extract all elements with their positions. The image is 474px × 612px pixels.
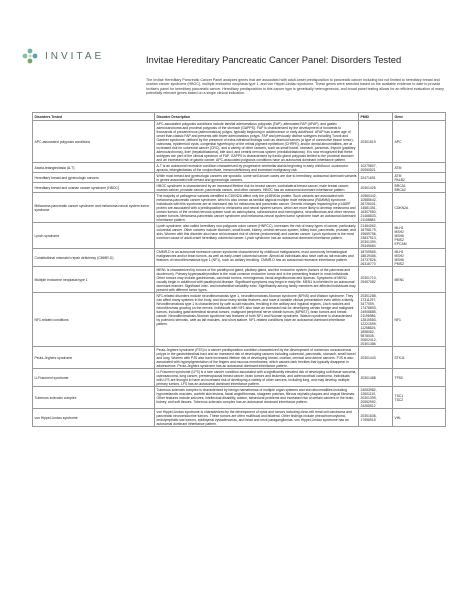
- description-cell: A-T is an autosomal recessive condition characterized by progressive cerebellar ataxia beginning in early childhood, oculomotor apraxia, telangiectasias of the conjunctivae, immunodeficiency and increased malignancy risk.: [155, 163, 359, 173]
- disorder-cell: APC-associated polyposis conditions: [33, 121, 155, 163]
- brand-name: INVITAE: [45, 50, 105, 62]
- gene-cell: MLH1 MSH2 MSH6 PMS2: [393, 249, 446, 267]
- description-cell: Lynch syndrome, also called hereditary non-polyposis colon cancer (HNPCC), increases the risk of many types of cancer, particularly colorectal cancer. Other cancers include stomach, small bowel, kidney, central nervous system, biliary tract, pancreatic, prostate, and skin. Women with this disorder also have an increased risk of uterine (endometrial) and ovarian cancer. Lynch syndrome is the most common cause of adult-onset hereditary colorectal cancer. Lynch syndrome has an autosomal dominant inheritance pattern.: [155, 223, 359, 249]
- description-cell: Tuberous sclerosis complex is characterized by benign hamartomas of multiple organ systems and skin abnormalities including hypomelanotic macules, confetti skin lesions, facial angiofibromas, shagreen patches, fibrous cephalic plaques and ungual fibromas. Other features include seizures, intellectual disability, autism, behavioral problems and increased risk of certain cancers in the brain, kidney, and soft tissues. Tuberous sclerosis complex has an autosomal dominant inheritance pattern.: [155, 387, 359, 409]
- gene-cell: ATM: [393, 163, 446, 173]
- gene-cell: MLH1 MSH2 MSH6 PMS2 EPCAM: [393, 223, 446, 249]
- pmid-cell: 20301636, 17596915: [359, 409, 393, 427]
- description-cell: CMMR-D is an autosomal recessive cancer syndrome characterized by childhood malignancies, most commonly hematological malignancies and/or brain tumors, as well as early-onset colorectal cancer. Almost all individuals also have café au lait macules and features of neurofibromatosis type 1 (NF1), such as axillary freckling. CMMR-D has an autosomal recessive inheritance pattern.: [155, 249, 359, 267]
- invitae-logo-icon: [20, 46, 40, 66]
- table-row: [33, 347, 446, 369]
- disorder-cell: Peutz-Jeghers syndrome: [33, 347, 155, 369]
- description-cell: Li-Fraumeni syndrome (LFS) is a rare cancer condition associated with a significantly elevated risk of developing soft tissue sarcoma, osteosarcoma, lung cancer, premenopausal breast cancer, brain tumors and leukemia, and adrenocortical carcinoma. Individuals with LFS are thought to have an increased risk of developing a variety of other cancers, including lung, and may develop multiple primary tumors. LFS has an autosomal dominant inheritance pattern.: [155, 369, 359, 387]
- gene-cell: MEN1: [393, 267, 446, 293]
- table-row: [33, 387, 446, 409]
- disorder-cell: Tuberous sclerosis complex: [33, 387, 155, 409]
- disorder-cell: Melanoma-pancreatic cancer syndrome and melanoma-neural system tumor syndrome: [33, 193, 155, 223]
- pmid-cell: 20301488: [359, 369, 393, 387]
- pmid-cell: 10279807, 20050521: [359, 163, 393, 173]
- description-cell: von Hippel-Lindau syndrome is characterized by the development of cysts and tumors including clear-cell renal cell carcinoma and pancreatic neuroendocrine tumors. These tumors are often multifocal and bilateral. Other findings include pheochromocytoma, endolymphatic sac tumors, epididymal cystadenomas, and head and neck paragangliomas. von Hippel-Lindau syndrome has an autosomal dominant inheritance pattern.: [155, 409, 359, 427]
- pmid-cell: 21464062, 18798179, 19659756, 23837913, 20301390, 29345684: [359, 223, 393, 249]
- brand-logo: [20, 46, 104, 66]
- table-header-row: [33, 113, 446, 121]
- pmid-cell: 20301425: [359, 183, 393, 193]
- header-disorder-description: Disorder Description: [155, 113, 359, 121]
- table-row: [33, 193, 446, 223]
- table-row: [33, 163, 446, 173]
- disorders-table: [32, 112, 446, 427]
- disorder-cell: von Hippel-Lindau syndrome: [33, 409, 155, 427]
- description-cell: Peutz-Jeghers syndrome (PJS) is a cancer predisposition condition characterized by the development of numerous noncancerous polyps in the gastrointestinal tract and an increased risk of developing cancers including colorectal, pancreatic, stomach, small bowel and lung. Women with PJS also have increased lifetime risk of developing breast, ovarian, cervical and uterine cancers. PJS is also associated with hyperpigmentation of the fingers and mucous membranes, which causes dark freckles that typically disappear in adolescence. Peutz-Jeghers syndrome has an autosomal dominant inheritance pattern.: [155, 347, 359, 369]
- header-gene: Gene: [393, 113, 446, 121]
- pmid-cell: 20301288, 17311297, 3477059, 17478893, 24908885, 21196986, 12815583, 12221599, 11258625, 1898082, 9878035, 20602412, 20301386: [359, 293, 393, 347]
- gene-cell: APC: [393, 121, 446, 163]
- description-cell: APC-associated polyposis conditions include familial adenomatous polyposis (FAP), attenuated FAP (AFAP), and gastric adenocarcinoma and proximal polyposis of the stomach (GAPPS). FAP is characterized by the development of hundreds to thousands of precancerous (adenomatous) polyps, typically beginning in adolescence or early adulthood. AFAP has a later age of onset than classic FAP and presents with fewer adenomatous polyps. FAP and previously distinct subtypes including Turcot and Gardner syndrome, defined by the presence of extra-intestinal findings such as desmoid tumors (a type of connective tissue tumor), osteomas, epidermoid cysts, congenital hypertrophy of the retinal pigment epithelium (CHRPE), and/or dental abnormalities, are at increased risk for colorectal cancer (CRC), and a variety of other cancers, such as small bowel, stomach, pancreas, thyroid (papillary adenocarcinoma), liver (hepatoblastoma), bile duct, and central nervous system (medulloblastoma). It is now recognized that these subtypes are part of the clinical spectrum of FAP. GAPPS is characterized by fundic gland polyposis limited to the proximal stomach and an increased risk of gastric cancer. APC-associated polyposis conditions have an autosomal dominant inheritance pattern.: [155, 121, 359, 163]
- description-cell: While most breast and gynecologic cancers are sporadic, some well-known cases are due to hereditary, autosomal dominant variants in genes associated with breast and gynecologic cancers.: [155, 173, 359, 183]
- pmid-cell: 22471691: [359, 173, 393, 183]
- table-row: [33, 249, 446, 267]
- disorder-cell: Ataxia-telangiectasia (A-T): [33, 163, 155, 173]
- disorder-cell: Lynch syndrome: [33, 223, 155, 249]
- disorder-cell: Hereditary breast and ovarian cancer syndrome (HBOC): [33, 183, 155, 193]
- description-cell: NF1-related disorders include neurofibromatosis type 1, neurofibromatosis-Noonan syndrome (NFNS) and Watson syndrome. They can affect many systems in the body, and show many similar features, and have a variable clinical presentation even within a family. Neurofibromatosis type 1 is characterized by café au lait macules, freckling in the axillary and inguinal regions, Lisch nodules and neurofibromas growing on the nerves. Individuals with NF1 also have an increased risk for developing certain benign and malignant tumors, including gastrointestinal stromal tumors, malignant peripheral nerve sheath tumors (MPNST), brain tumors and breast cancer. Neurofibromatosis-Noonan syndrome has features of both NF1 and Noonan syndrome. Watson syndrome is characterized by pulmonic stenosis, café au lait macules, and short stature. NF1-related conditions have an autosomal dominant inheritance pattern.: [155, 293, 359, 347]
- disorder-cell: NF1-related conditions: [33, 293, 155, 347]
- description-cell: HBOC syndrome is characterized by an increased lifetime risk for breast cancer, contralateral breast cancer, male breast cancer, ovarian cancer, prostate cancer, pancreatic cancer, and other cancers. HBOC has an autosomal dominant inheritance pattern.: [155, 183, 359, 193]
- table-row: [33, 369, 446, 387]
- gene-cell: NF1: [393, 293, 446, 347]
- pmid-cell: 20301443: [359, 347, 393, 369]
- page-title: Invitae Hereditary Pancreatic Cancer Panel: Disorders Tested: [146, 54, 402, 65]
- pmid-cell: 20301519: [359, 121, 393, 163]
- pmid-cell: 24053982, 12601110, 20301399, 20552992, 24265512: [359, 387, 393, 409]
- disorder-cell: Multiple endocrine neoplasia type 1: [33, 267, 155, 293]
- description-cell: MEN1 is characterized by tumors of the parathyroid gland, pituitary gland, and the endocrine system (tumors of the pancreas and duodenum). Primary hyperparathyroidism is the most common endocrine tumor and is the presenting feature in most individuals. Other tumors may include gastrinomas, carcinoid tumors, meningiomas, facial angiofibromas and lipomas. Symptoms of MEN1 usually begin in adulthood with parathyroid disease. Significant symptoms may begin in early life. MEN1 is inherited in an autosomal dominant manner. Significant inter- and intrafamilial variability exist. Significantly among family members are affected individuals may present with different tumor types.: [155, 267, 359, 293]
- table-row: [33, 183, 446, 193]
- gene-cell: BRCA1 BRCA2: [393, 183, 446, 193]
- gene-cell: CDKN2A: [393, 193, 446, 223]
- table-row: [33, 173, 446, 183]
- table-row: [33, 223, 446, 249]
- gene-cell: TSC1 TSC2: [393, 387, 446, 409]
- table-row: [33, 121, 446, 163]
- gene-cell: TP53: [393, 369, 446, 387]
- description-cell: The majority of pathogenic variants identified in CDKN2A affect only the p16INK4a protein. Such variants are associated with melanoma-pancreatic cancer syndrome, which is also known as familial atypical multiple mole melanoma (FAMMM) syndrome. Individuals with this syndrome are at increased risk for melanoma and pancreatic cancer. Genetic changes impacting the p14ARF protein are associated with a predisposition to melanoma and neural system tumors, which are more likely to develop melanoma and certain tumors of the central nervous system such as astrocytoma, schwannoma and meningioma, neurofibromas and other nervous system tumors. Melanoma-pancreatic cancer syndrome and melanoma-neural system tumor syndrome have an autosomal dominant inheritance pattern.: [155, 193, 359, 223]
- disorder-cell: Li-Fraumeni syndrome: [33, 369, 155, 387]
- disorder-cell: Hereditary breast and gynecologic cancers: [33, 173, 155, 183]
- table-row: [33, 409, 446, 427]
- gene-cell: VHL: [393, 409, 446, 427]
- pmid-cell: 20301710, 29457082: [359, 267, 393, 293]
- intro-paragraph: The Invitae Hereditary Pancreatic Cancer Panel analyzes genes that are associated with adult-onset predisposition to pancreatic cancer including but not limited to hereditary breast and ovarian cancer syndrome (HBOC), multiple endocrine neoplasia type 1, and von Hippel-Lindau syndrome. These genes were selected based on the available evidence to date to provide Invitae's panel for hereditary pancreatic cancer. Hereditary predisposition to this cancer type is genetically heterogeneous, and broad panel testing allows for an efficient evaluation of many potentially relevant genes based on a single clinical indication.: [146, 78, 444, 95]
- table-row: [33, 267, 446, 293]
- header-pmid: PMID: [359, 113, 393, 121]
- gene-cell: ATM PALB2: [393, 173, 446, 183]
- table-row: [33, 293, 446, 347]
- pmid-cell: 10560442, 10585642, 26726001, 14681351, 16307650, 21468833, 21155883: [359, 193, 393, 223]
- gene-cell: STK11: [393, 347, 446, 369]
- pmid-cell: 18709565, 18619456, 24737826, 26318770: [359, 249, 393, 267]
- header-disorders-tested: Disorders Tested: [33, 113, 155, 121]
- disorder-cell: Constitutional mismatch repair deficiency (CMMR-D): [33, 249, 155, 267]
